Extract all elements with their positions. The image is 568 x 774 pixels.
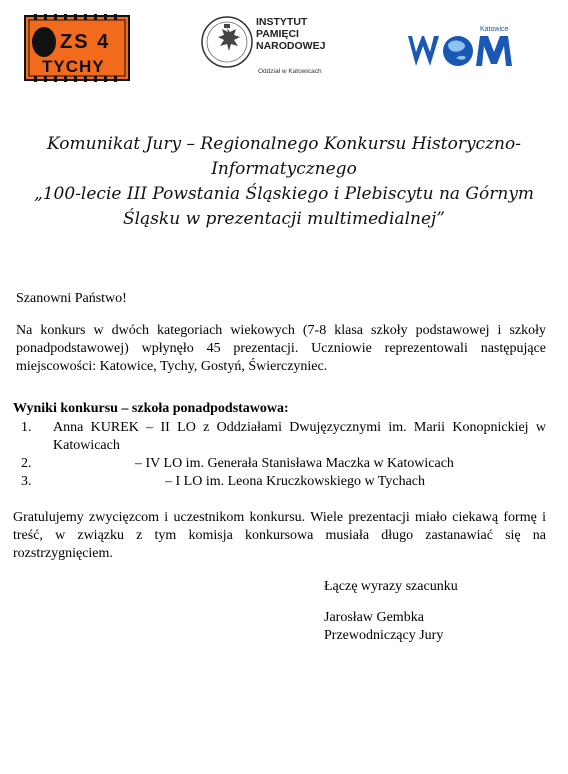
greeting: Szanowni Państwo!: [16, 291, 127, 306]
ipn-line-3: NARODOWEJ: [256, 40, 326, 52]
ipn-branch: Oddział w Katowicach: [258, 68, 322, 75]
intro-paragraph: Na konkurs w dwóch kategoriach wiekowych (7-8 klasa szkoły podstawowej i szkoły ponadpodstawowej) wpłynęło 45 prezentacji. Uczniowie reprezentowali następujące miejscowości: Katowice, Tychy, Gostyń, Świerczyniec.: [16, 323, 546, 374]
zs4-tychy-logo: [22, 14, 132, 82]
zs-logo-top-text: ZS 4: [60, 31, 111, 53]
result-text: – I LO im. Leona Kruczkowskiego w Tychach: [165, 474, 426, 489]
result-number: 1.: [21, 420, 32, 435]
signer-role: Przewodniczący Jury: [324, 628, 444, 643]
title-line-2: „100-lecie III Powstania Śląskiego i Plebiscytu na Górnym Śląsku w prezentacji multimedialnej”: [33, 184, 535, 229]
ipn-name: [256, 16, 325, 52]
result-text: Anna KUREK – II LO z Oddziałami Dwujęzycznymi im. Marii Konopnickiej w Katowicach: [53, 420, 546, 453]
title-line-1: Komunikat Jury – Regionalnego Konkursu Historyczno-Informatycznego: [47, 134, 521, 179]
wom-small-text: Katowice: [480, 26, 509, 33]
document-title: [10, 132, 558, 232]
eagle-seal-icon: [200, 12, 254, 72]
closing-line: Łączę wyrazy szacunku: [324, 579, 458, 594]
congratulations-paragraph: Gratulujemy zwycięzcom i uczestnikom konkursu. Wiele prezentacji miało ciekawą formę i treść, w związku z tym komisja konkursowa musiała długo zastanawiać się na rozstrzygnięciem.: [13, 510, 546, 561]
results-heading: Wyniki konkursu – szkoła ponadpodstawowa:: [13, 401, 289, 416]
ipn-line-1: INSTYTUT: [256, 16, 308, 28]
results-list: [13, 419, 546, 491]
result-item: [13, 419, 546, 455]
result-item: [13, 455, 546, 473]
header-logos: [0, 0, 568, 95]
result-text: – IV LO im. Generała Stanisława Maczka w Katowicach: [135, 456, 454, 471]
result-number: 3.: [21, 474, 32, 489]
result-number: 2.: [21, 456, 32, 471]
zs-logo-bottom-text: TYCHY: [42, 57, 105, 76]
wom-katowice-logo: [406, 22, 524, 72]
ipn-line-2: PAMIĘCI: [256, 28, 299, 40]
signer-name: Jarosław Gembka: [324, 610, 424, 625]
ipn-logo: [200, 12, 360, 84]
result-item: [13, 473, 546, 491]
